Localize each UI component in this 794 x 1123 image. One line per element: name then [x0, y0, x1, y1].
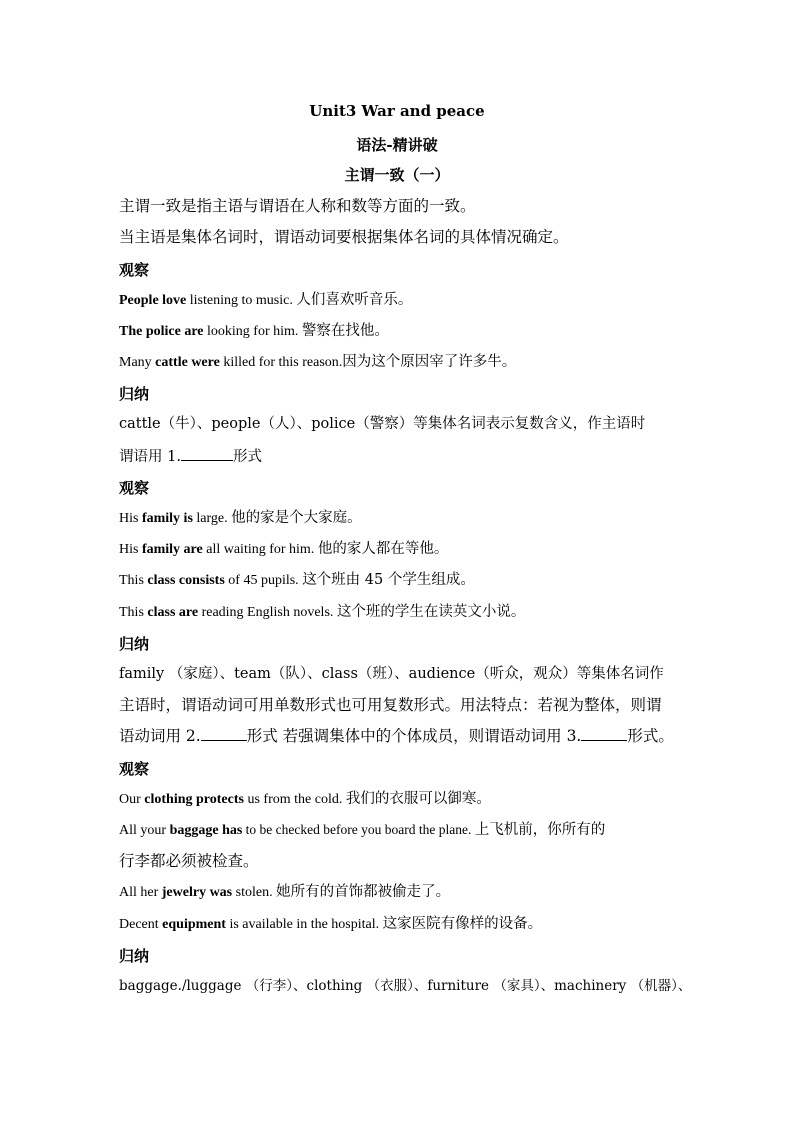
example-2-1	[119, 508, 699, 529]
example-rest: is available in the hospital.	[225, 917, 383, 932]
example-3-1	[119, 789, 699, 810]
example-rest: to be checked before you board the plane.	[242, 822, 475, 837]
example-rest: all waiting for him.	[202, 542, 318, 557]
subject-verb: The police are	[119, 324, 204, 339]
subject-verb: family is	[141, 511, 193, 526]
summary-2-line-2: 主语时，谓语动词可用单数形式也可用复数形式。用法特点：若视为整体，则谓	[119, 696, 662, 714]
translation: 上飞机前，你所有的	[474, 822, 606, 838]
subject-verb: class are	[147, 605, 199, 620]
translation: 他的家是个大家庭。	[231, 510, 362, 526]
summary-heading-1: 归纳	[119, 385, 150, 403]
example-lead: This	[119, 573, 148, 588]
translation: 他的家人都在等他。	[317, 541, 449, 557]
summary-text: 语动词用 2.	[119, 727, 201, 745]
example-rest: stolen.	[232, 885, 277, 900]
example-3-2-cont: 行李都必须被检查。	[119, 852, 259, 870]
example-lead: This	[119, 605, 148, 620]
example-lead: Our	[119, 792, 145, 807]
example-1-3	[119, 352, 699, 373]
translation: 这家医院有像样的设备。	[382, 916, 543, 932]
translation: 我们的衣服可以御寒。	[345, 791, 491, 807]
translation: 因为这个原因宰了许多牛。	[342, 354, 517, 370]
example-lead: His	[119, 511, 142, 526]
summary-text: 谓语用 1.	[119, 449, 181, 465]
example-lead: Decent	[119, 917, 163, 932]
section-subtitle: 语法-精讲破	[356, 136, 438, 154]
intro-line-1: 主谓一致是指主语与谓语在人称和数等方面的一致。	[119, 197, 476, 215]
summary-1-line-2	[119, 446, 699, 467]
subject-verb: jewelry was	[161, 885, 233, 900]
example-3-2	[119, 820, 699, 841]
summary-3-line-1: baggage./luggage （行李）、clothing （衣服）、furniture （家具）、machinery （机器）、	[119, 978, 692, 994]
example-1-2	[119, 321, 699, 342]
example-rest: listening to music.	[186, 293, 297, 308]
summary-text: 形式 若强调集体中的个体成员，则谓语动词用 3.	[246, 727, 582, 745]
translation: 这个班的学生在读英文小说。	[336, 604, 526, 620]
example-rest: reading English novels.	[198, 605, 337, 620]
observe-heading-3: 观察	[119, 760, 150, 778]
example-3-4	[119, 914, 699, 935]
translation: 这个班由 45 个学生组成。	[302, 572, 475, 588]
summary-2-line-3	[119, 726, 699, 746]
subject-verb: baggage has	[169, 823, 243, 838]
observe-heading-1: 观察	[119, 261, 150, 279]
translation: 她所有的首饰都被偷走了。	[276, 884, 451, 900]
blank-3	[581, 726, 627, 741]
example-lead: All your	[119, 823, 170, 838]
topic-heading: 主谓一致（一）	[344, 166, 450, 184]
summary-1-line-1: cattle（牛）、people（人）、police（警察）等集体名词表示复数含义，作主语时	[119, 416, 646, 432]
subject-verb: class consists	[147, 573, 225, 588]
example-1-1	[119, 290, 699, 311]
example-rest: us from the cold.	[243, 792, 346, 807]
example-3-3	[119, 882, 699, 903]
example-lead: Many	[119, 355, 156, 370]
translation: 警察在找他。	[301, 323, 389, 339]
example-rest: large.	[192, 511, 232, 526]
subject-verb: equipment	[162, 917, 226, 932]
summary-text: 形式。	[627, 727, 674, 745]
unit-title: Unit3 War and peace	[309, 102, 485, 120]
subject-verb: People love	[119, 293, 187, 308]
summary-heading-3: 归纳	[119, 947, 150, 965]
subject-verb: family are	[141, 542, 203, 557]
summary-heading-2: 归纳	[119, 635, 150, 653]
example-rest: killed for this reason.	[219, 355, 343, 370]
translation: 人们喜欢听音乐。	[296, 292, 413, 308]
example-rest: looking for him.	[203, 324, 302, 339]
subject-verb: clothing protects	[144, 792, 244, 807]
intro-line-2: 当主语是集体名词时，谓语动词要根据集体名词的具体情况确定。	[119, 228, 569, 246]
example-2-3	[119, 570, 699, 591]
summary-2-line-1: family （家庭）、team（队）、class（班）、audience（听众，观众）等集体名词作	[119, 666, 664, 682]
summary-text: 形式	[232, 449, 262, 465]
subject-verb: cattle were	[155, 355, 220, 370]
example-2-4	[119, 602, 699, 623]
example-2-2	[119, 539, 699, 560]
blank-1	[181, 446, 233, 461]
example-rest: of 45 pupils.	[224, 573, 303, 588]
blank-2	[201, 726, 247, 741]
example-lead: His	[119, 542, 142, 557]
observe-heading-2: 观察	[119, 479, 150, 497]
example-lead: All her	[119, 885, 162, 900]
